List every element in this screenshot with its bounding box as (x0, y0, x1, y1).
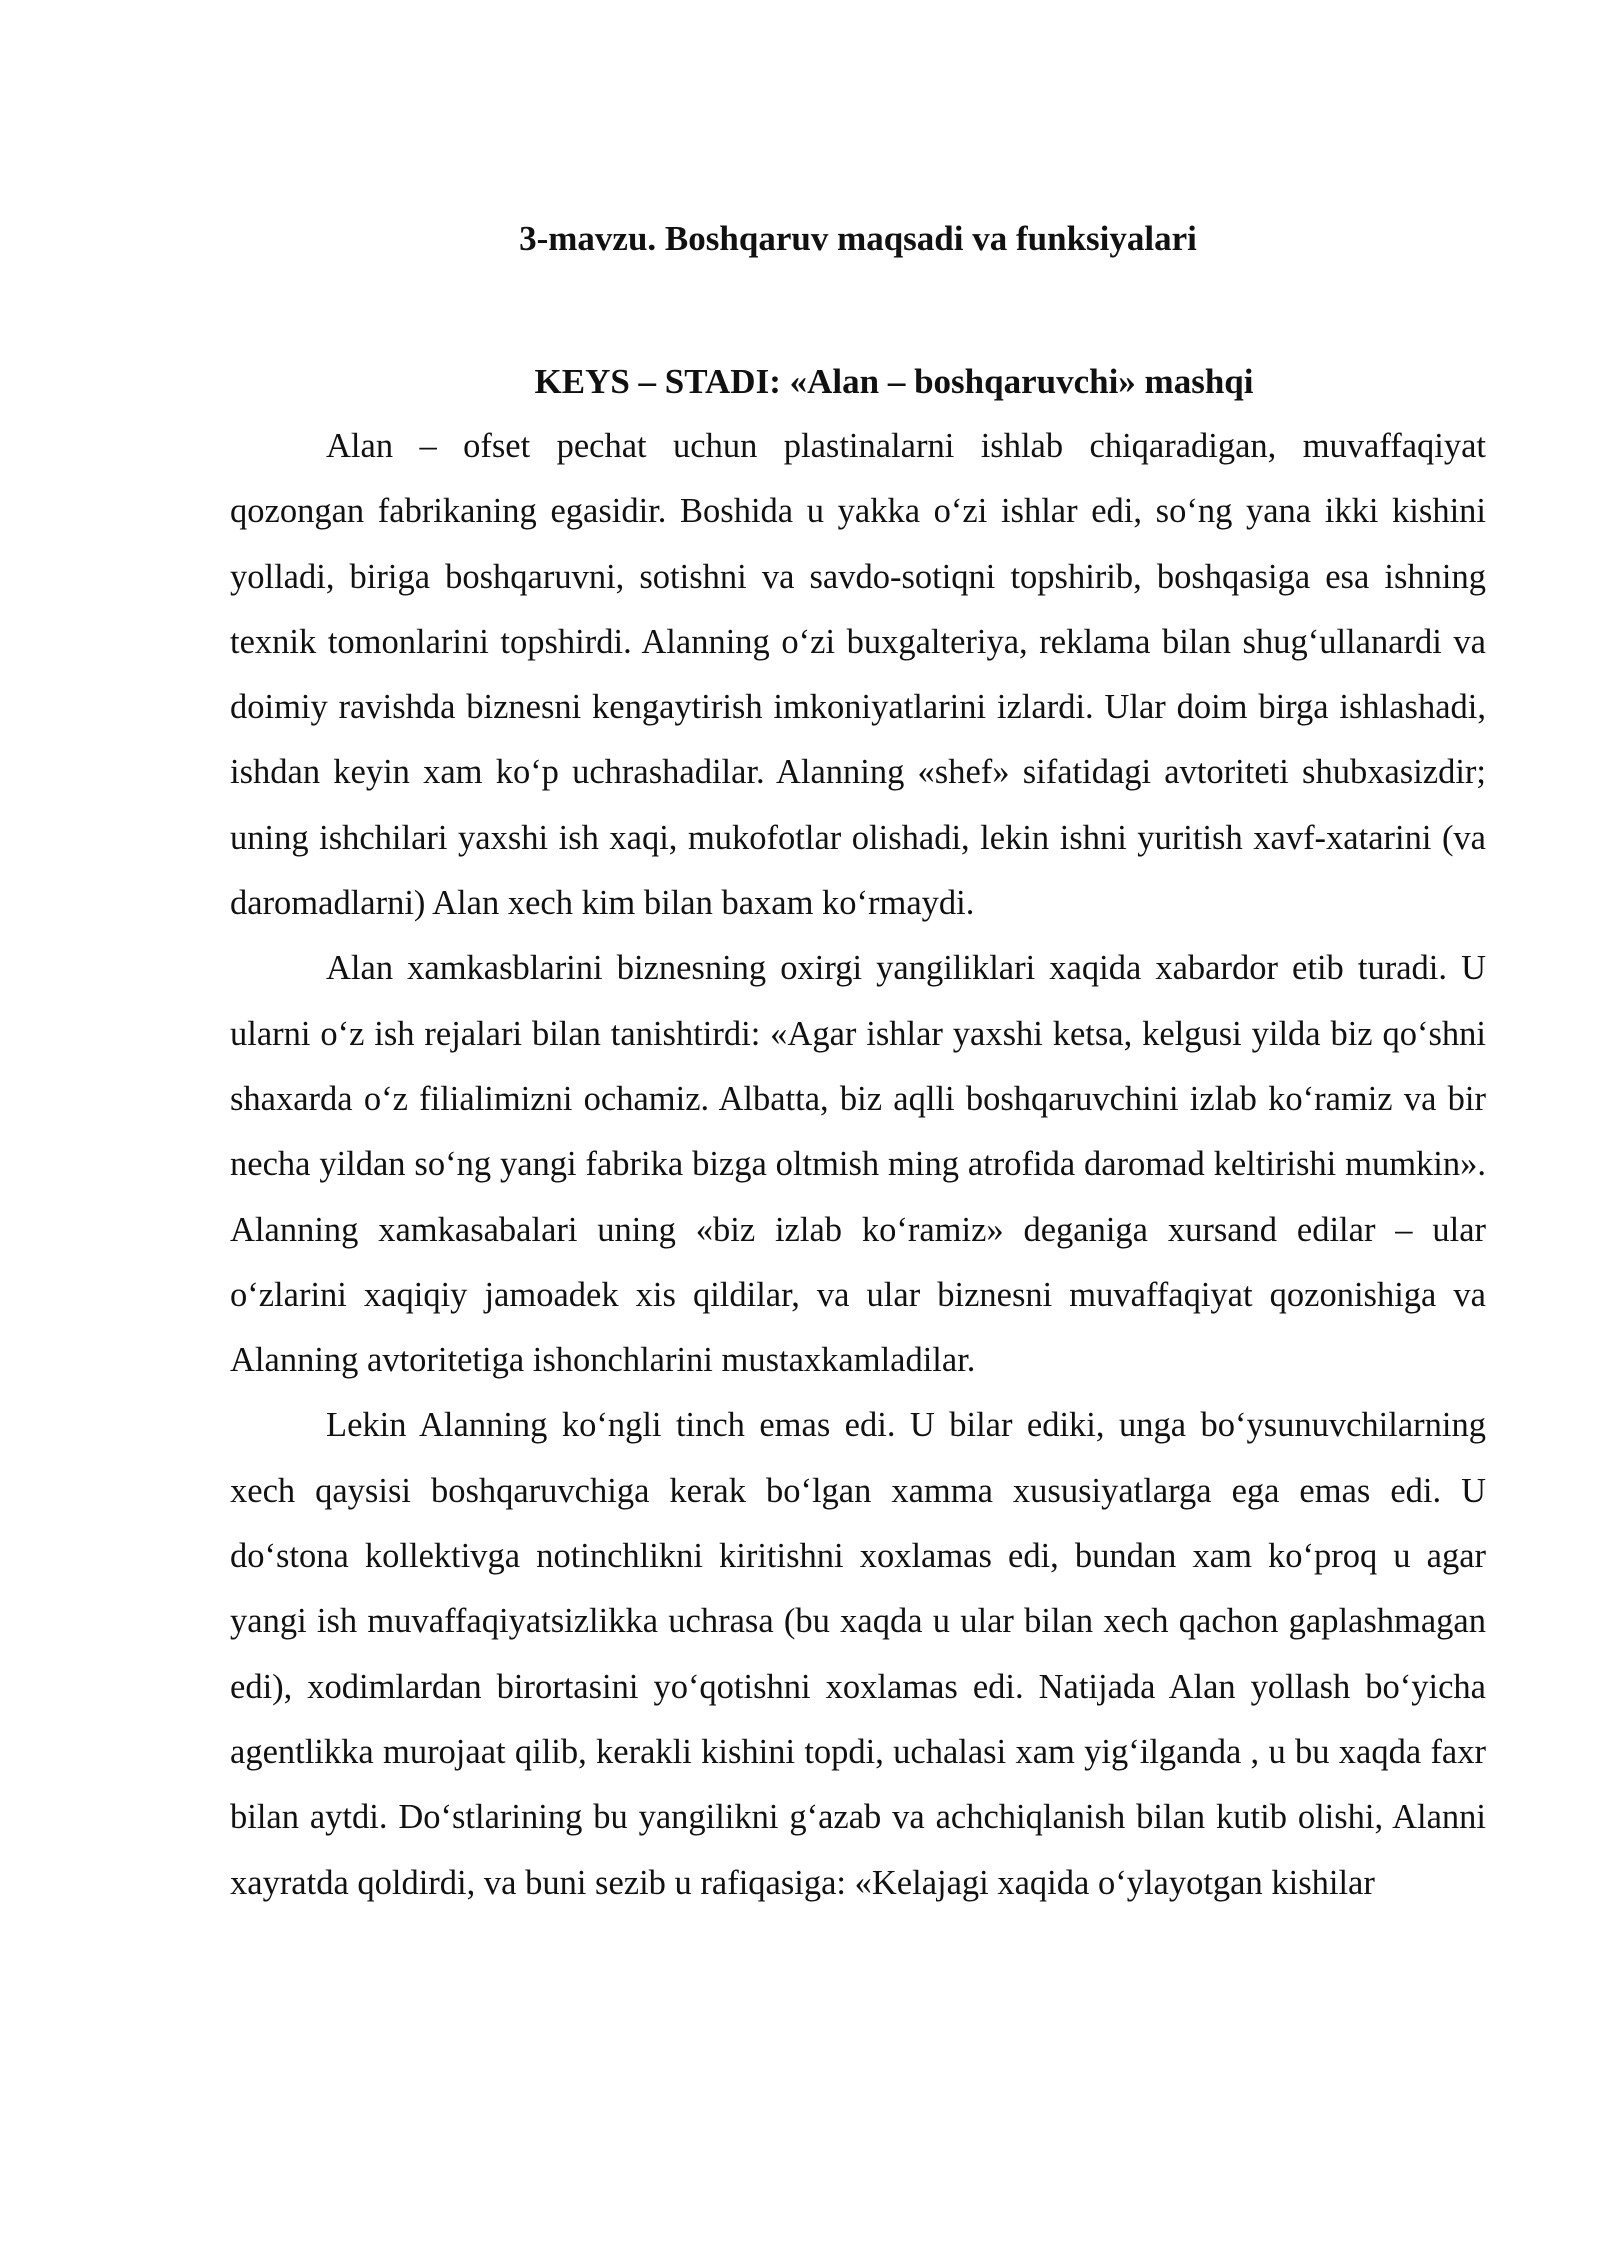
paragraph-3: Lekin Alanning ko‘ngli tinch emas edi. U bilar ediki, unga bo‘ysunuvchilarning xech qaysisi boshqaruvchiga kerak bo‘lgan xamma xususiyatlarga ega emas edi. U do‘stona kollektivga notinchlikni kiritishni xoxlamas edi, bundan xam ko‘proq u agar yangi ish muvaffaqiyatsizlikka uchrasa (bu xaqda u ular bilan xech qachon gaplashmagan edi), xodimlardan birortasini yo‘qotishni xoxlamas edi. Natijada Alan yollash bo‘yicha agentlikka murojaat qilib, kerakli kishini topdi, uchalasi xam yig‘ilganda , u bu xaqda faxr bilan aytdi. Do‘stlarining bu yangilikni g‘azab va achchiqlanish bilan kutib olishi, Alanni xayratda qoldirdi, va buni sezib u rafiqasiga: «Kelajagi xaqida o‘ylayotgan kishilar (230, 1406, 1486, 1902)
paragraph-1: Alan – ofset pechat uchun plastinalarni ishlab chiqaradigan, muvaffaqiyat qozongan fabrikaning egasidir. Boshida u yakka o‘zi ishlar edi, so‘ng yana ikki kishini yolladi, biriga boshqaruvni, sotishni va savdo-sotiqni topshirib, boshqasiga esa ishning texnik tomonlarini topshirdi. Alanning o‘zi buxgalteriya, reklama bilan shug‘ullanardi va doimiy ravishda biznesni kengaytirish imkoniyatlarini izlardi. Ular doim birga ishlashadi, ishdan keyin xam ko‘p uchrashadilar. Alanning «shef» sifatidagi avtoriteti shubxasizdir; uning ishchilari yaxshi ish xaqi, mukofotlar olishadi, lekin ishni yuritish xavf-xatarini (va daromadlarni) Alan xech kim bilan baxam ko‘rmaydi. (230, 427, 1486, 923)
case-study-heading: KEYS – STADI: «Alan – boshqaruvchi» mashqi (534, 362, 1254, 401)
page-title: 3-mavzu. Boshqaruv maqsadi va funksiyalari (519, 219, 1197, 258)
paragraph-2: Alan xamkasblarini biznesning oxirgi yangiliklari xaqida xabardor etib turadi. U ularni o‘z ish rejalari bilan tanishtirdi: «Agar ishlar yaxshi ketsa, kelgusi yilda biz qo‘shni shaxarda o‘z filialimizni ochamiz. Albatta, biz aqlli boshqaruvchini izlab ko‘ramiz va bir necha yildan so‘ng yangi fabrika bizga oltmish ming atrofida daromad keltirishi mumkin». Alanning xamkasabalari uning «biz izlab ko‘ramiz» deganiga xursand edilar – ular o‘zlarini xaqiqiy jamoadek xis qildilar, va ular biznesni muvaffaqiyat qozonishiga va Alanning avtoritetiga ishonchlarini mustaxkamladilar. (230, 949, 1486, 1380)
document-body (230, 414, 1486, 1916)
